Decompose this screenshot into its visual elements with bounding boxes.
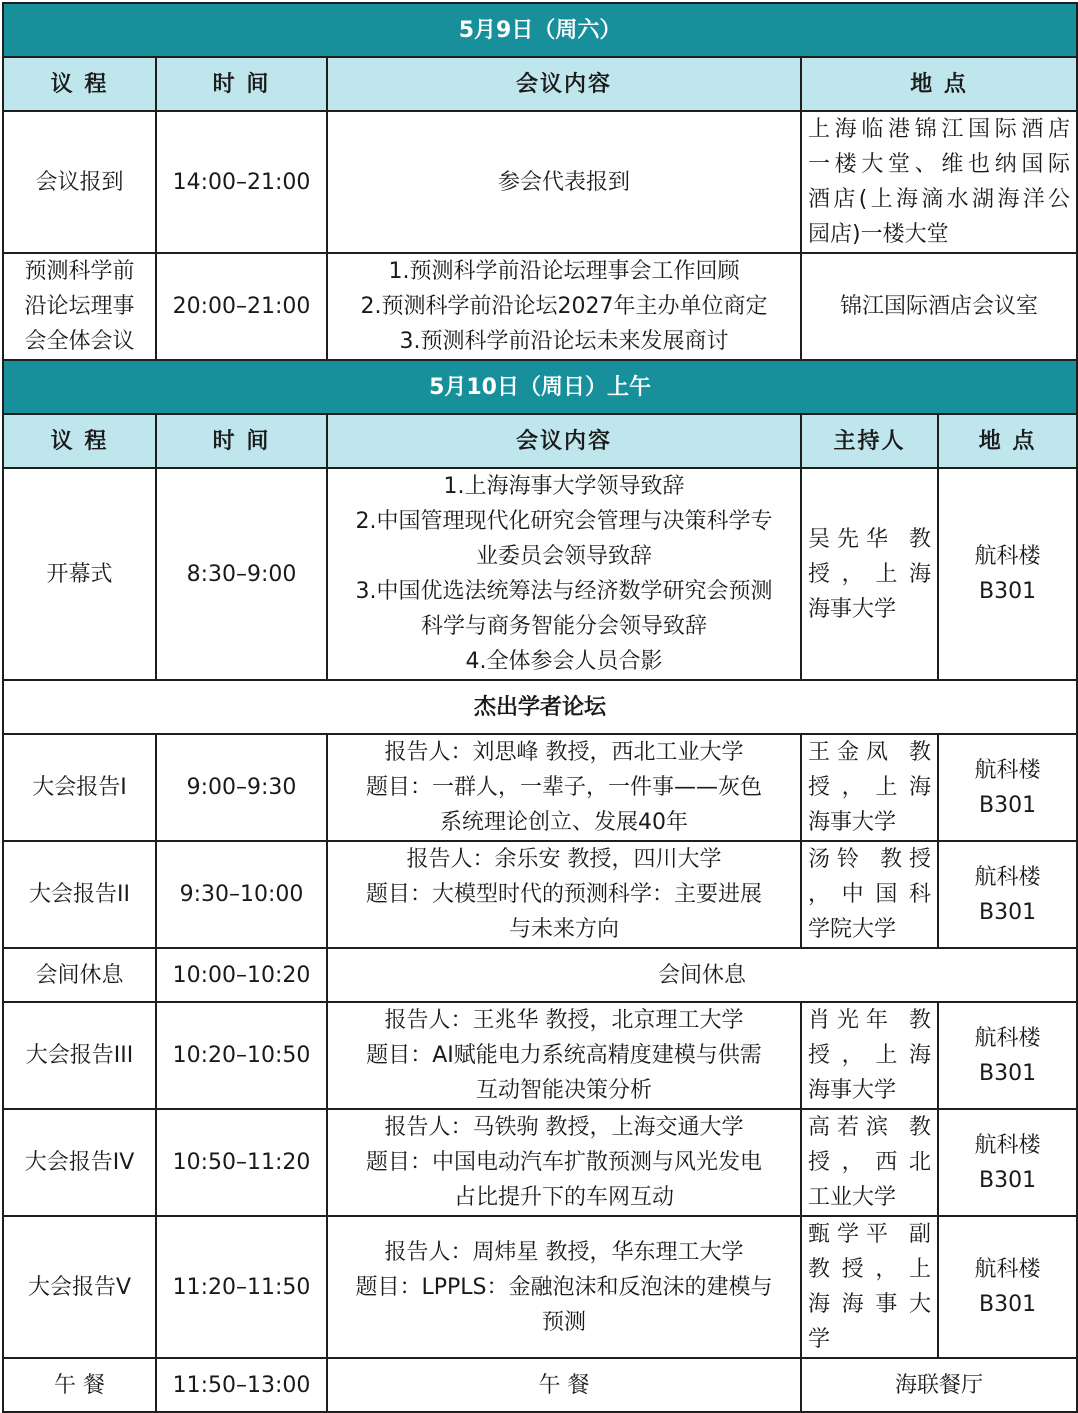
content-cell bbox=[327, 253, 801, 360]
day1-banner-row bbox=[3, 3, 1077, 57]
content-line: 1.上海海事大学领导致辞 bbox=[443, 474, 685, 499]
content-cell bbox=[327, 1109, 801, 1216]
location-line: B301 bbox=[978, 792, 1037, 818]
content-line: 报告人：周炜星 教授，华东理工大学 bbox=[384, 1239, 744, 1265]
header-location: 地 点 bbox=[938, 414, 1077, 468]
location-cell: 锦江国际酒店会议室 bbox=[801, 253, 1077, 360]
location-line: 航科楼 bbox=[974, 1132, 1041, 1158]
table-row bbox=[3, 253, 1077, 360]
location-cell: 海联餐厅 bbox=[801, 1358, 1077, 1412]
content-line: 占比提升下的车网互动 bbox=[453, 1185, 674, 1210]
host-line: 授，西北 bbox=[808, 1150, 931, 1175]
location-line: 酒店(上海滴水湖海洋公 bbox=[808, 187, 1071, 212]
table-row bbox=[3, 1358, 1077, 1412]
content-line: 3.中国优选法统筹法与经济数学研究会预测 bbox=[355, 579, 773, 604]
table-row bbox=[3, 948, 1077, 1002]
location-cell bbox=[938, 841, 1077, 948]
location-line: 园店)一楼大堂 bbox=[808, 222, 949, 247]
time-cell: 10:20–10:50 bbox=[156, 1002, 327, 1109]
location-line: B301 bbox=[978, 1167, 1037, 1193]
table-row bbox=[3, 1216, 1077, 1358]
agenda-line: 预测科学前 bbox=[24, 259, 135, 284]
host-line: 学 bbox=[808, 1327, 831, 1352]
table-row bbox=[3, 1002, 1077, 1109]
content-line: 1.预测科学前沿论坛理事会工作回顾 bbox=[388, 259, 740, 284]
header-location: 地 点 bbox=[801, 57, 1077, 111]
host-line: 高若滨 教 bbox=[808, 1115, 931, 1140]
agenda-table bbox=[2, 2, 1078, 1413]
location-cell bbox=[938, 1002, 1077, 1109]
content-line: 2.预测科学前沿论坛2027年主办单位商定 bbox=[360, 294, 768, 319]
content-cell bbox=[327, 111, 801, 253]
agenda-line: 会全体会议 bbox=[24, 329, 135, 354]
header-time: 时 间 bbox=[156, 57, 327, 111]
agenda-cell: 会间休息 bbox=[3, 948, 156, 1002]
forum-title: 杰出学者论坛 bbox=[3, 680, 1077, 734]
table-row bbox=[3, 734, 1077, 841]
host-line: 海事大学 bbox=[808, 596, 897, 622]
agenda-cell bbox=[3, 253, 156, 360]
day1-header-row bbox=[3, 57, 1077, 111]
host-cell bbox=[801, 1216, 938, 1358]
content-line: 报告人：马铁驹 教授，上海交通大学 bbox=[384, 1115, 744, 1140]
table-row bbox=[3, 468, 1077, 680]
time-cell: 8:30–9:00 bbox=[156, 468, 327, 680]
location-line: B301 bbox=[978, 579, 1037, 604]
host-line: 授，上海 bbox=[808, 561, 931, 587]
table-row bbox=[3, 111, 1077, 253]
agenda-cell: 大会报告IV bbox=[3, 1109, 156, 1216]
location-line: 一楼大堂、维也纳国际 bbox=[808, 152, 1071, 177]
header-agenda: 议 程 bbox=[3, 414, 156, 468]
host-cell bbox=[801, 1002, 938, 1109]
content-line: 业委员会领导致辞 bbox=[475, 544, 652, 569]
header-content: 会议内容 bbox=[327, 414, 801, 468]
location-line: 航科楼 bbox=[974, 544, 1041, 569]
content-cell bbox=[327, 734, 801, 841]
host-cell bbox=[801, 1109, 938, 1216]
agenda-cell: 大会报告I bbox=[3, 734, 156, 841]
host-line: 授，上海 bbox=[808, 775, 931, 800]
host-line: 教授，上 bbox=[808, 1257, 931, 1282]
content-cell bbox=[327, 1002, 801, 1109]
content-line: 科学与商务智能分会领导致辞 bbox=[420, 614, 707, 639]
location-line: 上海临港锦江国际酒店 bbox=[808, 117, 1071, 142]
table-row bbox=[3, 1109, 1077, 1216]
forum-title-row bbox=[3, 680, 1077, 734]
host-line: 王金凤 教 bbox=[808, 740, 931, 765]
time-cell: 10:50–11:20 bbox=[156, 1109, 327, 1216]
location-cell bbox=[938, 734, 1077, 841]
host-line: 汤铃 教授 bbox=[808, 847, 931, 872]
content-line: 报告人：王兆华 教授，北京理工大学 bbox=[384, 1008, 744, 1033]
content-cell: 会间休息 bbox=[327, 948, 1077, 1002]
content-line: 3.预测科学前沿论坛未来发展商讨 bbox=[399, 329, 729, 354]
content-line: 与未来方向 bbox=[508, 917, 619, 942]
content-line: 预测 bbox=[541, 1309, 586, 1335]
content-line: 4.全体参会人员合影 bbox=[465, 649, 663, 674]
time-cell: 14:00–21:00 bbox=[156, 111, 327, 253]
agenda-cell: 大会报告III bbox=[3, 1002, 156, 1109]
location-line: 航科楼 bbox=[974, 757, 1041, 783]
content-line: 题目：AI赋能电力系统高精度建模与供需 bbox=[366, 1043, 762, 1068]
time-cell: 20:00–21:00 bbox=[156, 253, 327, 360]
content-cell bbox=[327, 841, 801, 948]
header-content: 会议内容 bbox=[327, 57, 801, 111]
host-cell bbox=[801, 468, 938, 680]
time-cell: 11:50–13:00 bbox=[156, 1358, 327, 1412]
agenda-line: 沿论坛理事 bbox=[24, 294, 135, 319]
header-host: 主持人 bbox=[801, 414, 938, 468]
host-line: 海事大学 bbox=[808, 810, 897, 835]
time-cell: 9:00–9:30 bbox=[156, 734, 327, 841]
content-line: 题目：中国电动汽车扩散预测与风光发电 bbox=[365, 1150, 762, 1175]
host-line: ，中国科 bbox=[808, 882, 931, 907]
content-line: 互动智能决策分析 bbox=[475, 1078, 652, 1103]
content-line: 题目：大模型时代的预测科学：主要进展 bbox=[365, 882, 762, 907]
content-line: 题目：LPPLS：金融泡沫和反泡沫的建模与 bbox=[355, 1274, 773, 1300]
content-cell bbox=[327, 468, 801, 680]
content-cell bbox=[327, 1216, 801, 1358]
location-cell bbox=[801, 111, 1077, 253]
location-cell bbox=[938, 1216, 1077, 1358]
day2-banner-row bbox=[3, 360, 1077, 414]
host-line: 肖光年 教 bbox=[808, 1008, 931, 1033]
location-cell bbox=[938, 1109, 1077, 1216]
location-line: B301 bbox=[978, 899, 1037, 925]
day2-banner: 5月10日（周日）上午 bbox=[3, 360, 1077, 414]
host-cell bbox=[801, 734, 938, 841]
content-line: 报告人：余乐安 教授，四川大学 bbox=[406, 847, 722, 872]
host-line: 海事大学 bbox=[808, 1078, 897, 1103]
host-line: 海海事大 bbox=[808, 1292, 931, 1317]
location-line: B301 bbox=[978, 1060, 1037, 1086]
agenda-cell: 午 餐 bbox=[3, 1358, 156, 1412]
content-line: 系统理论创立、发展40年 bbox=[440, 810, 688, 835]
content-line: 参会代表报到 bbox=[497, 169, 630, 195]
host-line: 工业大学 bbox=[808, 1185, 897, 1210]
agenda-cell: 大会报告II bbox=[3, 841, 156, 948]
host-line: 学院大学 bbox=[808, 917, 897, 942]
agenda-cell: 开幕式 bbox=[3, 468, 156, 680]
content-line: 题目：一群人，一辈子，一件事——灰色 bbox=[365, 775, 762, 800]
location-line: 航科楼 bbox=[974, 1257, 1041, 1282]
host-cell bbox=[801, 841, 938, 948]
time-cell: 10:00–10:20 bbox=[156, 948, 327, 1002]
host-line: 甄学平 副 bbox=[808, 1222, 931, 1247]
day2-header-row bbox=[3, 414, 1077, 468]
day1-banner: 5月9日（周六） bbox=[3, 3, 1077, 57]
agenda-cell: 大会报告V bbox=[3, 1216, 156, 1358]
content-line: 报告人：刘思峰 教授，西北工业大学 bbox=[384, 740, 744, 765]
agenda-cell: 会议报到 bbox=[3, 111, 156, 253]
time-cell: 9:30–10:00 bbox=[156, 841, 327, 948]
location-line: 航科楼 bbox=[974, 864, 1041, 890]
location-line: 航科楼 bbox=[974, 1025, 1041, 1051]
table-row bbox=[3, 841, 1077, 948]
content-line: 2.中国管理现代化研究会管理与决策科学专 bbox=[355, 509, 773, 534]
content-cell: 午 餐 bbox=[327, 1358, 801, 1412]
header-agenda: 议 程 bbox=[3, 57, 156, 111]
time-cell: 11:20–11:50 bbox=[156, 1216, 327, 1358]
location-cell bbox=[938, 468, 1077, 680]
header-time: 时 间 bbox=[156, 414, 327, 468]
host-line: 授，上海 bbox=[808, 1043, 931, 1068]
host-line: 吴先华 教 bbox=[808, 526, 931, 552]
location-line: B301 bbox=[978, 1292, 1037, 1317]
